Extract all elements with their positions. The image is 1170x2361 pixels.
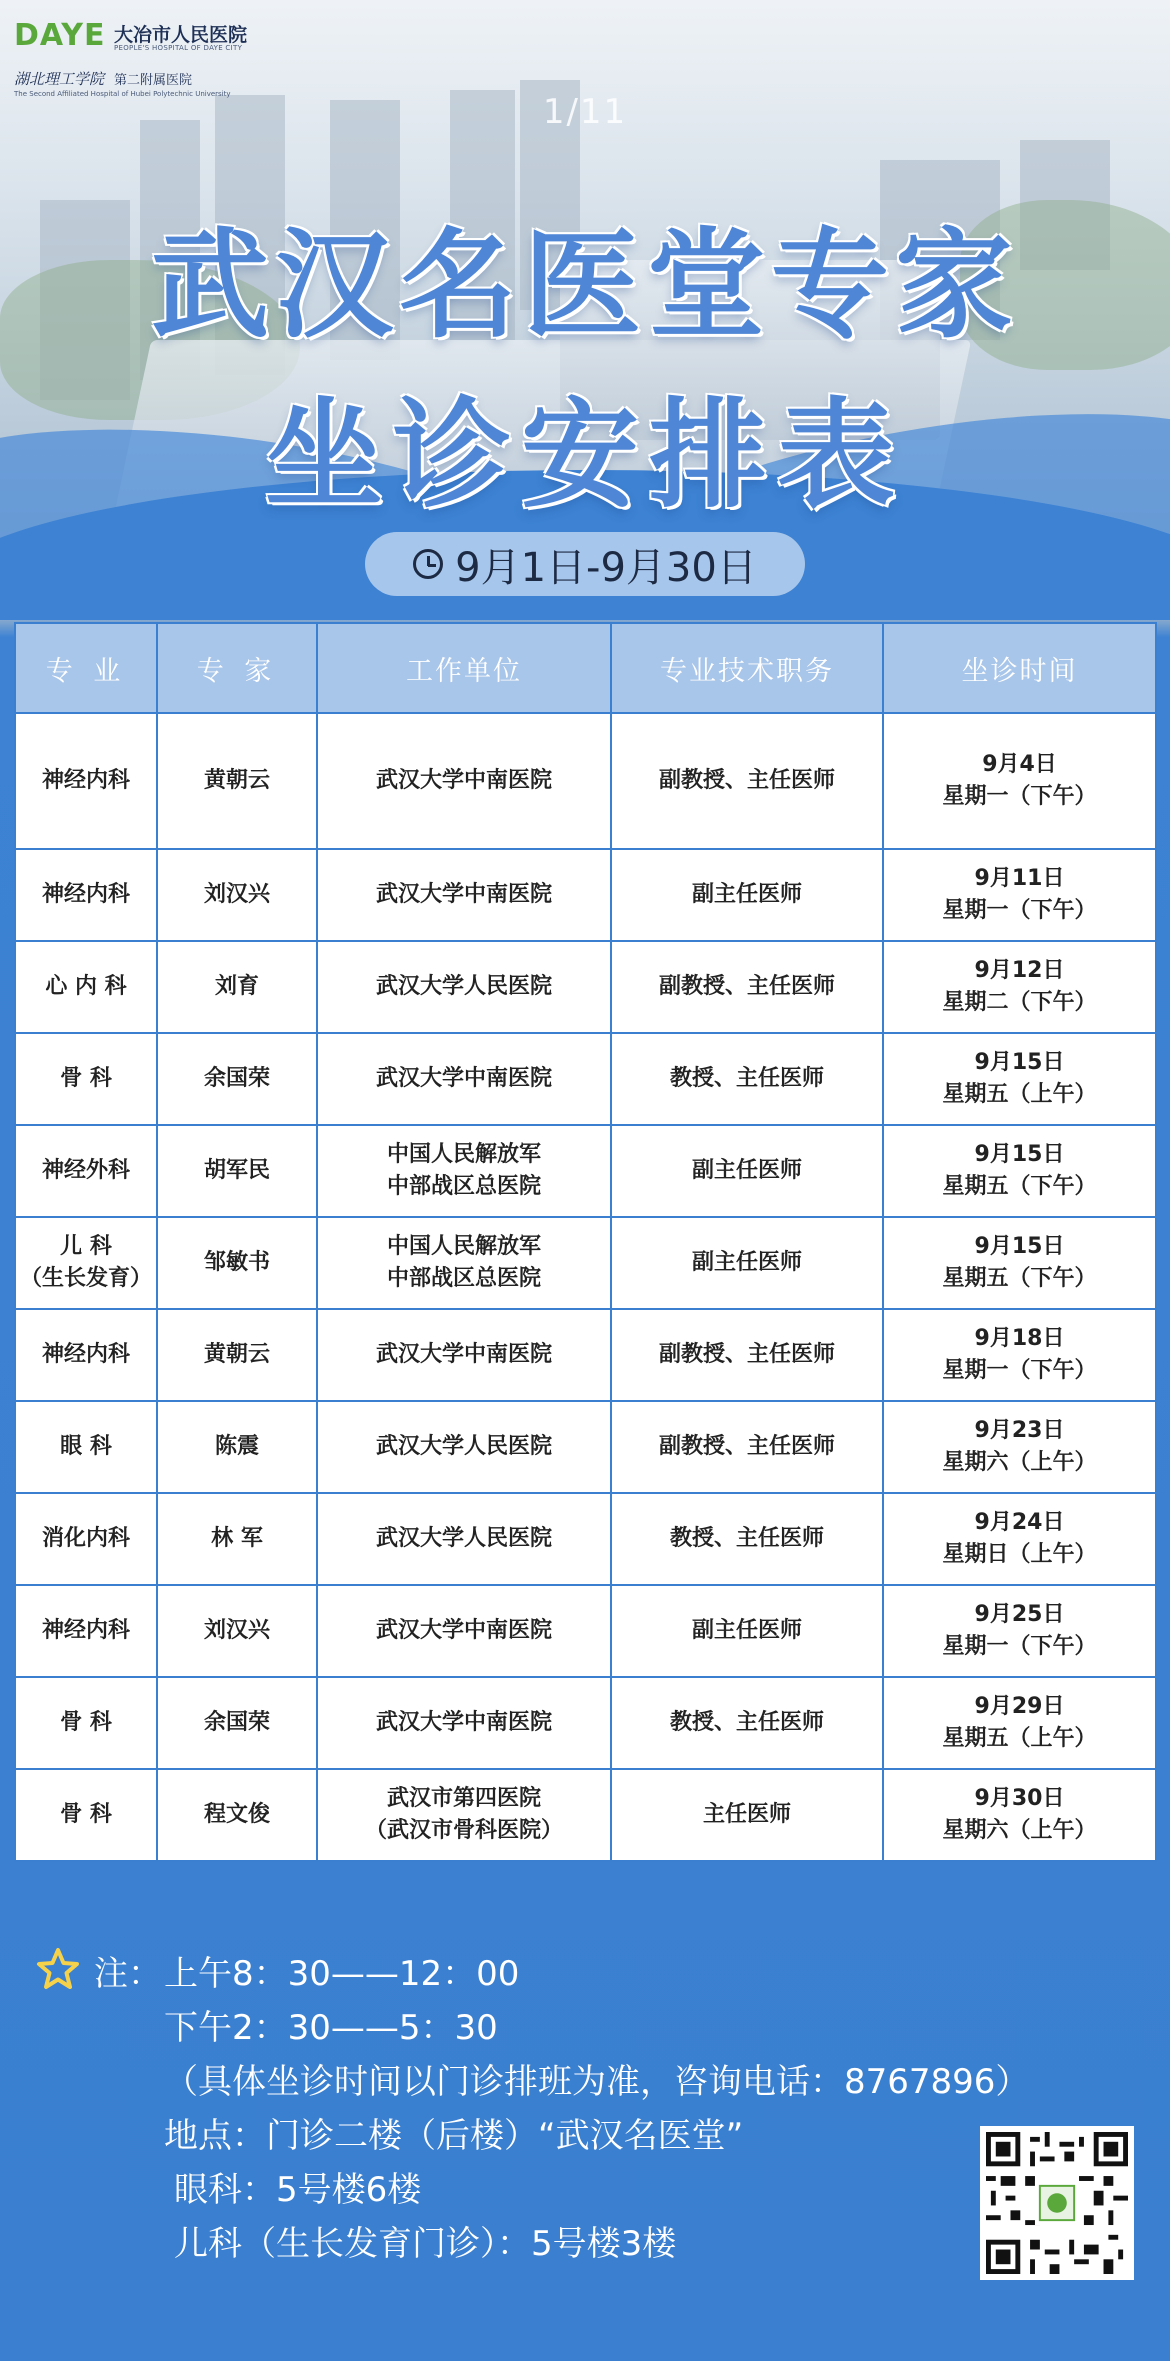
- expert-text: 林 军: [211, 1526, 263, 1551]
- dept-text: 神经外科: [41, 1158, 130, 1183]
- time-text: 9月18日: [974, 1326, 1065, 1351]
- notes-label: 注：: [94, 1954, 162, 1994]
- time-text: 9月15日: [974, 1050, 1065, 1075]
- expert-text: 胡军民: [203, 1158, 270, 1183]
- title-text: 副主任医师: [691, 882, 802, 907]
- dept-cell: [15, 1309, 157, 1401]
- table-row: [15, 713, 1156, 849]
- time-cell: [883, 1309, 1156, 1401]
- unit-text: 中部战区总医院: [386, 1174, 541, 1199]
- time-cell: [883, 849, 1156, 941]
- expert-cell: [157, 1493, 317, 1585]
- expert-cell: [157, 1217, 317, 1309]
- time-text: 9月15日: [974, 1234, 1065, 1259]
- title-text: 主任医师: [702, 1802, 791, 1827]
- unit-text: 武汉大学中南医院: [375, 1710, 552, 1735]
- dept-cell: [15, 1125, 157, 1217]
- table-row: [15, 849, 1156, 941]
- logo-mark: DAYE: [14, 18, 106, 53]
- unit-cell: [317, 1033, 611, 1125]
- time-text: 9月23日: [974, 1418, 1065, 1443]
- time-text: 9月15日: [974, 1142, 1065, 1167]
- time-text: 9月30日: [974, 1786, 1065, 1811]
- unit-cell: [317, 1769, 611, 1861]
- dept-text: 神经内科: [41, 768, 130, 793]
- notes-afternoon: 下午2：30——5：30: [164, 2008, 498, 2048]
- dept-text: 骨 科: [60, 1066, 112, 1091]
- dept-text: 神经内科: [41, 1618, 130, 1643]
- time-text: 星期一（下午）: [942, 784, 1097, 809]
- time-text: 星期六（上午）: [942, 1450, 1097, 1475]
- unit-text: 中部战区总医院: [386, 1266, 541, 1291]
- dept-text: （生长发育）: [19, 1266, 152, 1291]
- title-text: 副主任医师: [691, 1250, 802, 1275]
- time-text: 星期五（下午）: [942, 1174, 1097, 1199]
- dept-cell: [15, 1769, 157, 1861]
- expert-cell: [157, 1401, 317, 1493]
- title-text: 副教授、主任医师: [658, 974, 835, 999]
- unit-cell: [317, 1401, 611, 1493]
- dept-text: 骨 科: [60, 1802, 112, 1827]
- notes-eye: 眼科：5号楼6楼: [174, 2170, 422, 2210]
- time-text: 星期六（上午）: [942, 1818, 1097, 1843]
- dept-text: 骨 科: [60, 1710, 112, 1735]
- time-cell: [883, 1401, 1156, 1493]
- time-text: 9月11日: [974, 866, 1065, 891]
- unit-text: 武汉大学人民医院: [375, 1526, 552, 1551]
- unit-cell: [317, 1217, 611, 1309]
- title-text: 副主任医师: [691, 1158, 802, 1183]
- dept-text: 神经内科: [41, 882, 130, 907]
- time-cell: [883, 941, 1156, 1033]
- table-row: [15, 1769, 1156, 1861]
- unit-text: 武汉市第四医院: [386, 1786, 541, 1811]
- unit-text: 武汉大学人民医院: [375, 974, 552, 999]
- time-text: 星期日（上午）: [942, 1542, 1097, 1567]
- table-header-row: [15, 623, 1156, 713]
- dept-text: 眼 科: [60, 1434, 112, 1459]
- title-text: 副教授、主任医师: [658, 1434, 835, 1459]
- hospital-name-en: PEOPLE'S HOSPITAL OF DAYE CITY: [114, 44, 243, 52]
- title-text: 副教授、主任医师: [658, 1342, 835, 1367]
- affiliation-sub: 第二附属医院: [114, 73, 193, 88]
- title-cell: [611, 1401, 883, 1493]
- title-cell: [611, 1309, 883, 1401]
- time-cell: [883, 1493, 1156, 1585]
- unit-cell: [317, 1309, 611, 1401]
- header-dept: 专 业: [15, 623, 157, 713]
- time-text: 星期一（下午）: [942, 898, 1097, 923]
- dept-cell: [15, 1585, 157, 1677]
- dept-cell: [15, 1401, 157, 1493]
- title-cell: [611, 1033, 883, 1125]
- expert-text: 刘育: [214, 974, 259, 999]
- dept-cell: [15, 1677, 157, 1769]
- time-cell: [883, 1585, 1156, 1677]
- time-text: 9月25日: [974, 1602, 1065, 1627]
- expert-text: 刘汉兴: [203, 1618, 270, 1643]
- affiliation: [14, 68, 192, 89]
- time-text: 星期一（下午）: [942, 1634, 1097, 1659]
- date-range: 9月1日-9月30日: [455, 544, 757, 591]
- table-row: [15, 1309, 1156, 1401]
- title-text: 副教授、主任医师: [658, 768, 835, 793]
- notes-remark: （具体坐诊时间以门诊排班为准，咨询电话：8767896）: [164, 2062, 1030, 2102]
- expert-cell: [157, 849, 317, 941]
- title-cell: [611, 1769, 883, 1861]
- table-row: [15, 1217, 1156, 1309]
- time-cell: [883, 1033, 1156, 1125]
- title-text: 副主任医师: [691, 1618, 802, 1643]
- table-row: [15, 1677, 1156, 1769]
- expert-text: 黄朝云: [203, 768, 270, 793]
- time-text: 星期五（下午）: [942, 1266, 1097, 1291]
- header-title: 专业技术职务: [611, 623, 883, 713]
- unit-cell: [317, 1677, 611, 1769]
- page-title-line2: 坐诊安排表: [264, 386, 905, 524]
- expert-cell: [157, 1677, 317, 1769]
- schedule-table: [14, 622, 1157, 1862]
- dept-text: 神经内科: [41, 1342, 130, 1367]
- expert-text: 陈震: [214, 1434, 259, 1459]
- unit-text: （武汉市骨科医院）: [364, 1818, 563, 1843]
- expert-cell: [157, 1769, 317, 1861]
- title-cell: [611, 713, 883, 849]
- time-cell: [883, 1217, 1156, 1309]
- expert-text: 刘汉兴: [203, 882, 270, 907]
- title-text: 教授、主任医师: [669, 1066, 824, 1091]
- dept-cell: [15, 941, 157, 1033]
- title-cell: [611, 1677, 883, 1769]
- table-row: [15, 1125, 1156, 1217]
- expert-cell: [157, 1309, 317, 1401]
- table-row: [15, 1585, 1156, 1677]
- page-indicator: 1/11: [542, 92, 628, 132]
- table-row: [15, 941, 1156, 1033]
- unit-text: 中国人民解放军: [386, 1234, 541, 1259]
- time-text: 9月29日: [974, 1694, 1065, 1719]
- header-time: 坐诊时间: [883, 623, 1156, 713]
- unit-text: 武汉大学中南医院: [375, 882, 552, 907]
- page-title-line1: 武汉名医堂专家: [150, 216, 1019, 354]
- unit-cell: [317, 941, 611, 1033]
- table-row: [15, 1493, 1156, 1585]
- unit-text: 武汉大学中南医院: [375, 1342, 552, 1367]
- title-cell: [611, 1217, 883, 1309]
- time-text: 星期五（上午）: [942, 1082, 1097, 1107]
- expert-cell: [157, 941, 317, 1033]
- unit-cell: [317, 713, 611, 849]
- time-text: 星期五（上午）: [942, 1726, 1097, 1751]
- expert-text: 余国荣: [203, 1066, 270, 1091]
- header-expert: 专 家: [157, 623, 317, 713]
- unit-text: 武汉大学人民医院: [375, 1434, 552, 1459]
- unit-cell: [317, 1585, 611, 1677]
- time-cell: [883, 1769, 1156, 1861]
- dept-cell: [15, 1033, 157, 1125]
- time-text: 星期二（下午）: [942, 990, 1097, 1015]
- time-cell: [883, 1125, 1156, 1217]
- title-cell: [611, 1585, 883, 1677]
- title-cell: [611, 849, 883, 941]
- time-text: 9月24日: [974, 1510, 1065, 1535]
- unit-text: 武汉大学中南医院: [375, 1618, 552, 1643]
- unit-text: 武汉大学中南医院: [375, 768, 552, 793]
- notes-morning: 上午8：30——12：00: [164, 1954, 520, 1994]
- dept-cell: [15, 1493, 157, 1585]
- table-row: [15, 1033, 1156, 1125]
- time-cell: [883, 1677, 1156, 1769]
- notes-pediatric: 儿科（生长发育门诊）：5号楼3楼: [174, 2224, 677, 2264]
- expert-cell: [157, 713, 317, 849]
- unit-text: 中国人民解放军: [386, 1142, 541, 1167]
- dept-text: 儿 科: [60, 1234, 112, 1259]
- dept-text: 心 内 科: [45, 974, 127, 999]
- expert-cell: [157, 1033, 317, 1125]
- title-text: 教授、主任医师: [669, 1526, 824, 1551]
- time-text: 9月4日: [982, 752, 1057, 777]
- expert-text: 黄朝云: [203, 1342, 270, 1367]
- unit-cell: [317, 1493, 611, 1585]
- title-cell: [611, 1493, 883, 1585]
- unit-cell: [317, 1125, 611, 1217]
- header-unit: 工作单位: [317, 623, 611, 713]
- expert-text: 余国荣: [203, 1710, 270, 1735]
- time-cell: [883, 713, 1156, 849]
- clock-icon: [413, 549, 443, 579]
- dept-cell: [15, 713, 157, 849]
- expert-text: 邹敏书: [203, 1250, 270, 1275]
- affiliation-name: 湖北理工学院: [14, 70, 105, 88]
- time-text: 9月12日: [974, 958, 1065, 983]
- unit-text: 武汉大学中南医院: [375, 1066, 552, 1091]
- dept-cell: [15, 1217, 157, 1309]
- unit-cell: [317, 849, 611, 941]
- expert-text: 程文俊: [203, 1802, 270, 1827]
- expert-cell: [157, 1585, 317, 1677]
- table-row: [15, 1401, 1156, 1493]
- dept-cell: [15, 849, 157, 941]
- expert-cell: [157, 1125, 317, 1217]
- notes-location: 地点：门诊二楼（后楼）“武汉名医堂”: [164, 2116, 744, 2156]
- qr-code[interactable]: [980, 2126, 1134, 2280]
- title-cell: [611, 941, 883, 1033]
- title-text: 教授、主任医师: [669, 1710, 824, 1735]
- star-icon: [34, 1946, 82, 1994]
- title-cell: [611, 1125, 883, 1217]
- hospital-name: 大冶市人民医院: [114, 24, 248, 46]
- dept-text: 消化内科: [41, 1526, 130, 1551]
- time-text: 星期一（下午）: [942, 1358, 1097, 1383]
- date-range-pill: [365, 532, 805, 596]
- affiliation-en: The Second Affiliated Hospital of Hubei Polytechnic University: [14, 90, 231, 98]
- hospital-logo: [14, 14, 254, 104]
